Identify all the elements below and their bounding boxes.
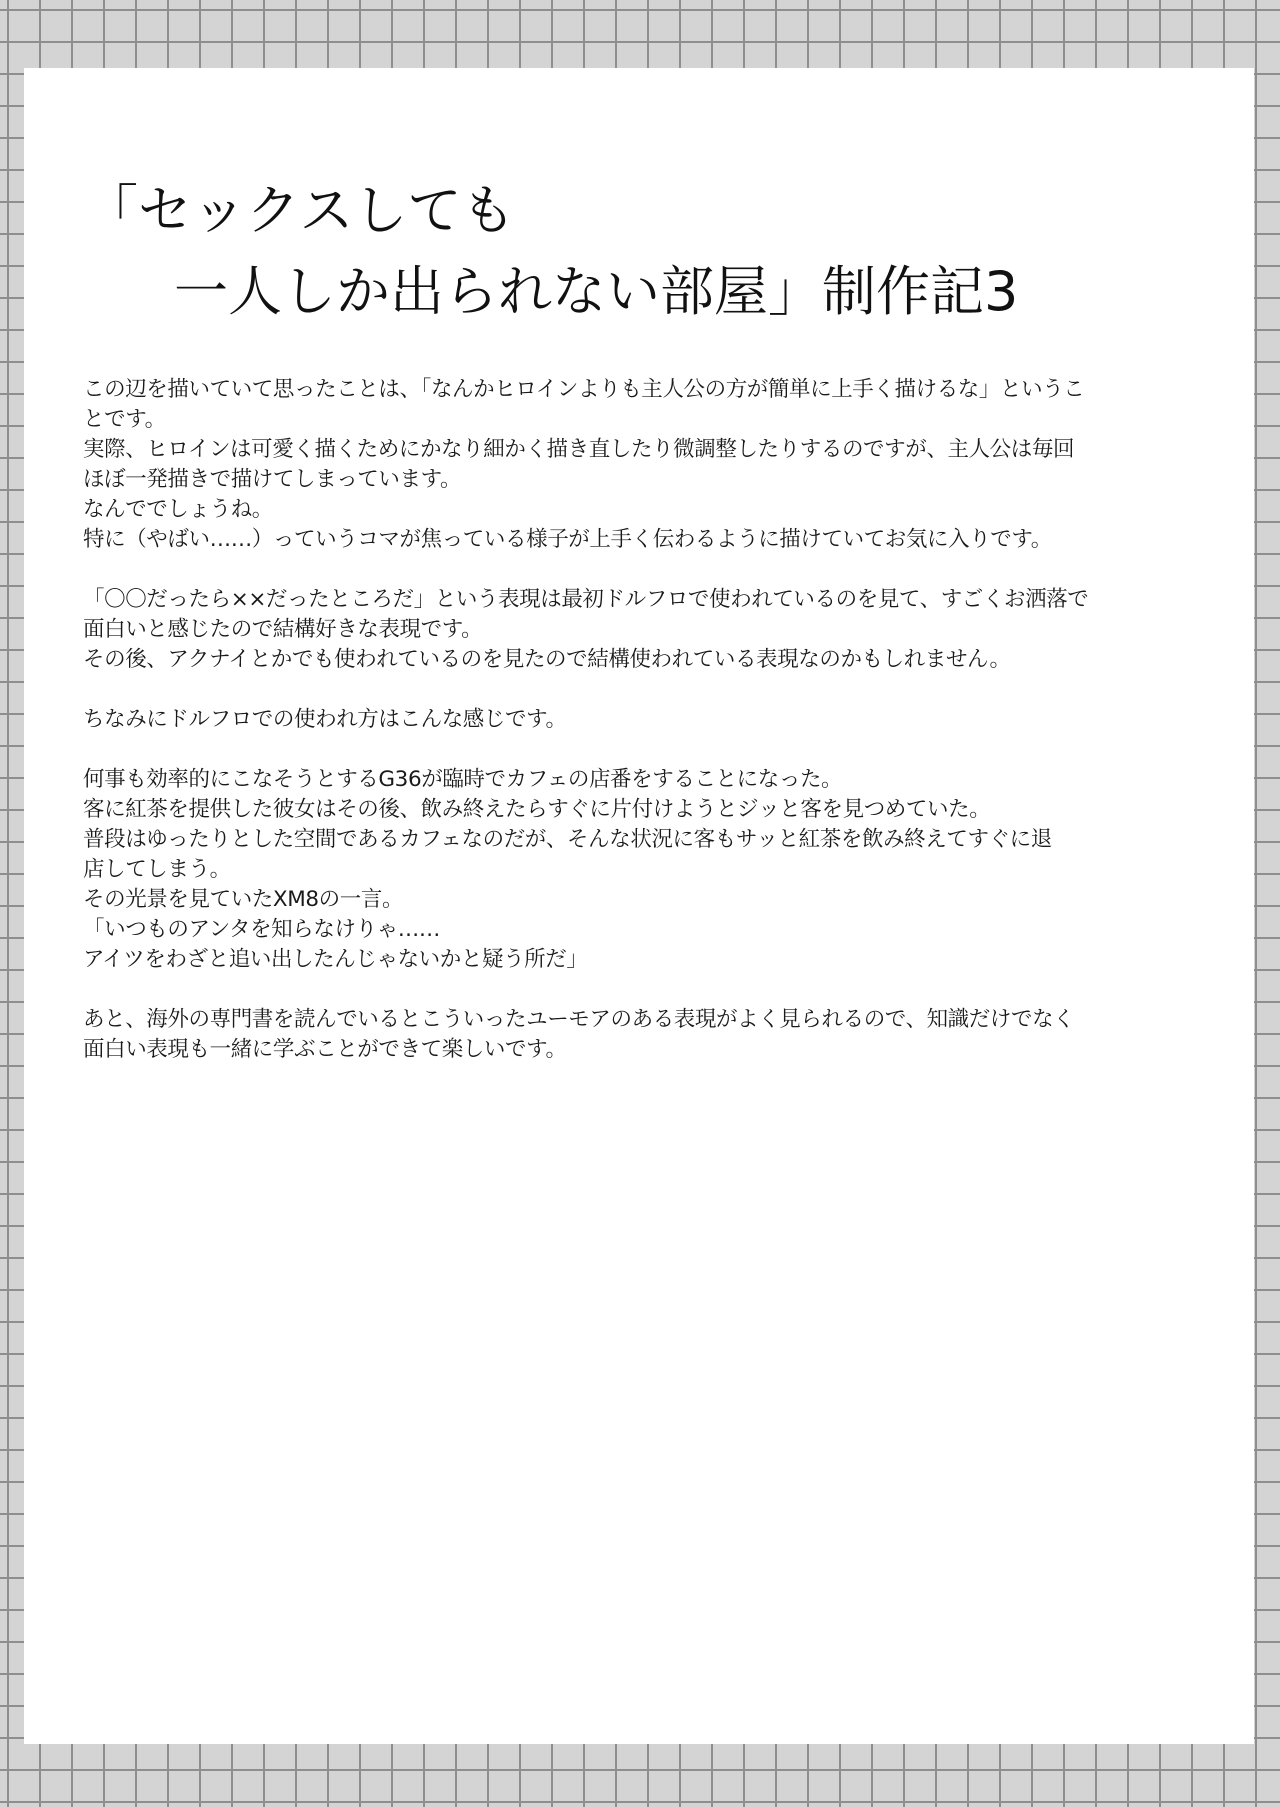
body-line: とです。 [83, 407, 166, 432]
title-line-1: 「セックスしても [84, 179, 516, 242]
body-line: この辺を描いていて思ったことは、「なんかヒロインよりも主人公の方が簡単に上手く描けるな」というこ [83, 377, 1085, 402]
body-line: 面白いと感じたので結構好きな表現です。 [83, 617, 483, 642]
body-line: 何事も効率的にこなそうとするG36が臨時でカフェの店番をすることになった。 [83, 767, 843, 792]
body-line: 「いつものアンタを知らなけりゃ…… [83, 917, 440, 942]
body-line: 面白い表現も一緒に学ぶことができて楽しいです。 [83, 1037, 567, 1062]
body-line: 普段はゆったりとした空間であるカフェなのだが、そんな状況に客もサッと紅茶を飲み終えてすぐに退 [83, 827, 1052, 852]
paragraph-spacer [83, 735, 1223, 765]
paper-sheet [24, 68, 1254, 1744]
body-line: その光景を見ていたXM8の一言。 [83, 887, 404, 912]
body-line: アイツをわざと追い出したんじゃないかと疑う所だ」 [83, 947, 588, 972]
paragraph-spacer [83, 555, 1223, 585]
body-line: 「〇〇だったら××だったところだ」という表現は最初ドルフロで使われているのを見て、すごくお洒落で [83, 587, 1089, 612]
body-line: ちなみにドルフロでの使われ方はこんな感じです。 [83, 707, 567, 732]
body-line: その後、アクナイとかでも使われているのを見たので結構使われている表現なのかもしれません。 [83, 647, 1011, 672]
body-line: なんででしょうね。 [83, 497, 273, 522]
body-line: 特に（やばい……）っていうコマが焦っている様子が上手く伝わるように描けていてお気に入りです。 [83, 527, 1052, 552]
body-line: 実際、ヒロインは可愛く描くためにかなり細かく描き直したり微調整したりするのですが、主人公は毎回 [83, 437, 1075, 462]
body-text [83, 375, 1223, 1065]
paragraph-spacer [83, 975, 1223, 1005]
page-title [84, 170, 1224, 332]
title-line-2: 一人しか出られない部屋」制作記3 [174, 260, 1019, 323]
body-line: あと、海外の専門書を読んでいるとこういったユーモアのある表現がよく見られるので、知識だけでなく [83, 1007, 1075, 1032]
body-line: ほぼ一発描きで描けてしまっています。 [83, 467, 462, 492]
paragraph-spacer [83, 675, 1223, 705]
body-line: 客に紅茶を提供した彼女はその後、飲み終えたらすぐに片付けようとジッと客を見つめていた。 [83, 797, 991, 822]
body-line: 店してしまう。 [83, 857, 231, 882]
